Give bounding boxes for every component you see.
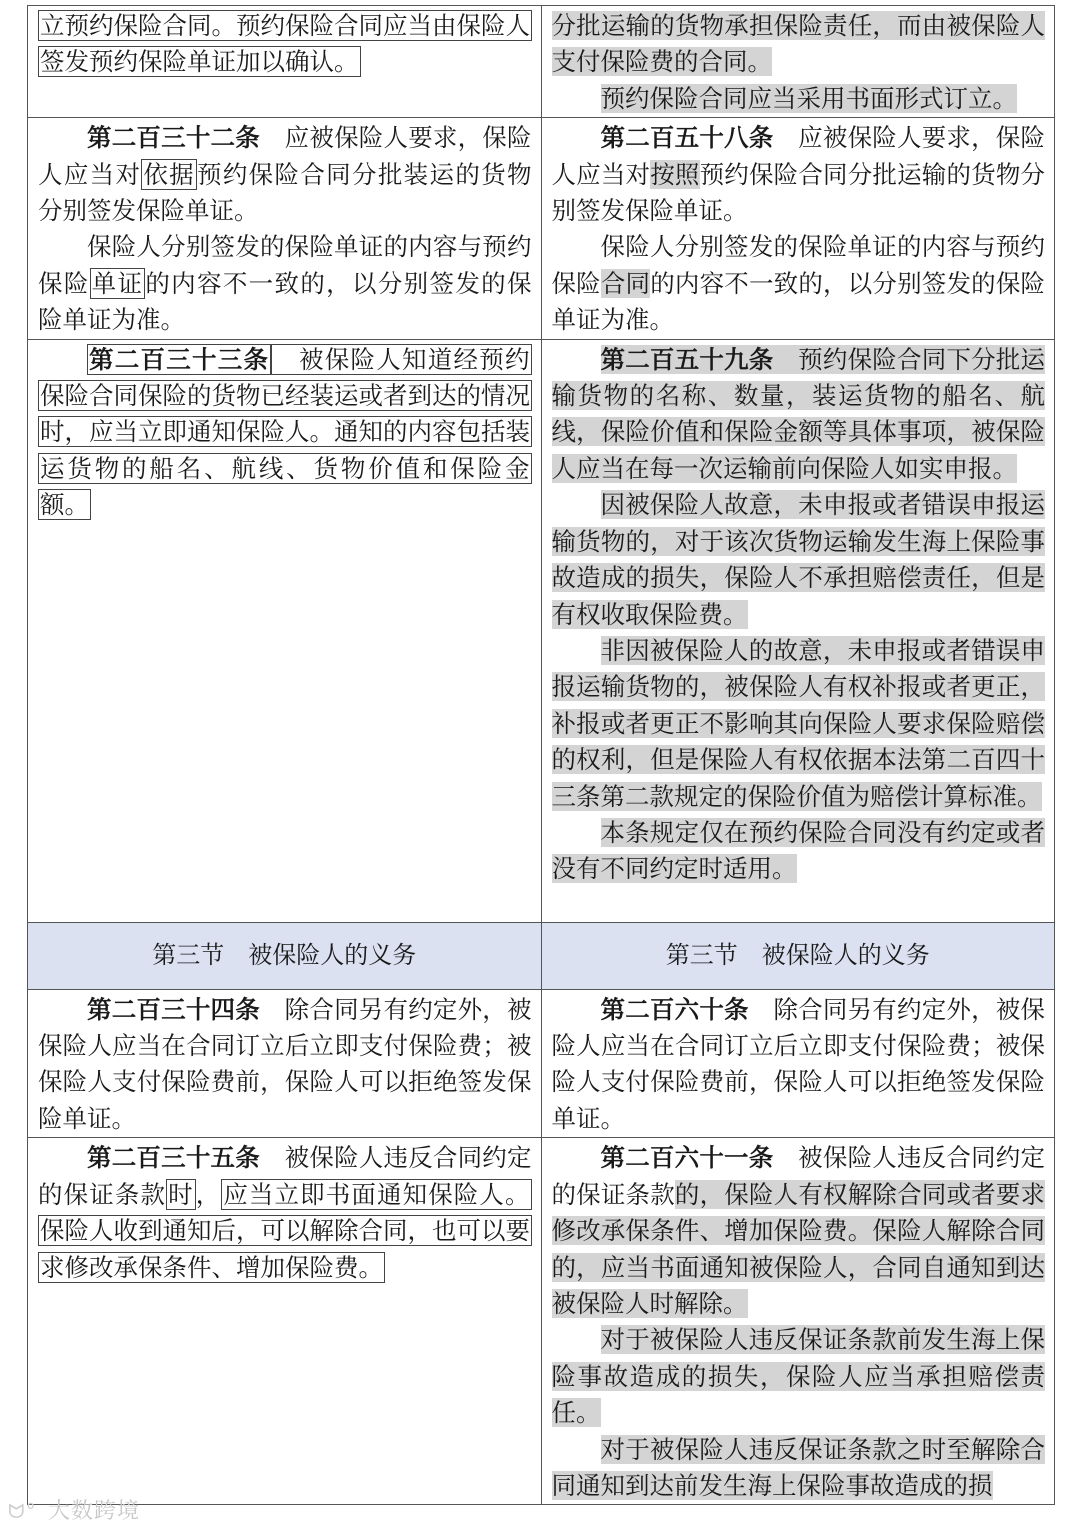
article-number: 第二百五十九条	[600, 344, 774, 374]
table-row	[28, 6, 1055, 118]
paragraph	[38, 992, 532, 1138]
paragraph	[552, 120, 1046, 229]
article-number: 第二百三十三条	[89, 344, 270, 374]
section-header-row	[28, 922, 1055, 989]
new-law-cell	[541, 339, 1055, 922]
new-law-cell	[541, 118, 1055, 339]
highlighted-text: 预约保险合同应当采用书面形式订立。	[600, 83, 1017, 113]
new-law-cell	[541, 1138, 1055, 1505]
old-law-cell	[28, 339, 542, 922]
table-row	[28, 118, 1055, 339]
article-number: 第二百六十条	[600, 994, 749, 1024]
highlighted-text: 对于被保险人违反保证条款前发生海上保险事故造成的损失，保险人应当承担赔偿责任。	[551, 1325, 1045, 1428]
paragraph	[38, 1140, 532, 1286]
boxed-text: 立预约保险合同。预约保险合同应当由保险人签发预约保险单证加以确认。	[40, 11, 530, 77]
text: 除合同另有约定外，被保险人应当在合同订立后立即支付保险费；被保险人支付保险费前，保险人可以拒绝签发保险单证。	[551, 994, 1046, 1133]
law-comparison-table	[27, 5, 1055, 1505]
article-number: 第二百五十八条	[600, 123, 774, 153]
paragraph	[552, 1322, 1046, 1431]
watermark-text: 大数跨境	[48, 1499, 141, 1524]
article-number: 第二百六十一条	[600, 1143, 774, 1173]
text: 被保险人违反合同约定的保证条款	[551, 1143, 1046, 1209]
text: 的内容不一致的，以分别签发的保险单证为准。	[38, 268, 532, 335]
boxed-text: 应当立即书面通知保险人。保险人收到通知后，可以解除合同，也可以要求修改承保条件、增加保险费。	[40, 1179, 530, 1282]
table-row	[28, 989, 1055, 1138]
highlighted-text: 预约保险合同下分批运输货物的名称、数量，装运货物的船名、航线，保险价值和保险金额等具体事项，被保险人应当在每一次运输前向保险人如实申报。	[551, 344, 1046, 483]
paragraph	[552, 342, 1046, 488]
paragraph	[552, 1140, 1046, 1322]
paragraph	[552, 1432, 1046, 1505]
watermark-logo-icon: ᗢ°	[8, 1499, 37, 1523]
text: 预约保险合同分批装运的货物分别签发保险单证。	[38, 159, 532, 226]
paragraph	[552, 229, 1046, 338]
article-number: 第二百三十五条	[87, 1143, 260, 1173]
paragraph	[552, 487, 1046, 633]
old-law-cell	[28, 989, 542, 1138]
paragraph	[38, 342, 532, 524]
paragraph	[38, 8, 532, 81]
highlighted-text: 本条规定仅在预约保险合同没有约定或者没有不同约定时适用。	[551, 817, 1045, 884]
text: 预约保险合同分批运输的货物分别签发保险单证。	[551, 159, 1046, 226]
watermark	[8, 1494, 140, 1525]
highlighted-text: 对于被保险人违反保证条款之时至解除合同通知到达前发生海上保险事故造成的损	[551, 1434, 1045, 1500]
text: 应被保险人要求，保险人应当对	[38, 123, 532, 189]
table-row	[28, 339, 1055, 922]
text: 保险人分别签发的保险单证的内容与预约保险	[551, 232, 1045, 298]
text: 应被保险人要求，保险人应当对	[551, 123, 1046, 189]
new-law-cell	[541, 6, 1055, 118]
paragraph	[552, 633, 1046, 815]
text: 除合同另有约定外，被保险人应当在合同订立后立即支付保险费；被保险人支付保险费前，保险人可以拒绝签发保险单证。	[38, 994, 532, 1133]
old-law-cell	[28, 1138, 542, 1505]
highlighted-text: 按照	[650, 159, 700, 189]
paragraph	[38, 229, 532, 338]
new-law-cell	[541, 989, 1055, 1138]
paragraph	[552, 815, 1046, 888]
article-number: 第二百三十二条	[87, 123, 260, 153]
old-law-cell	[28, 6, 542, 118]
highlighted-text: 合同	[600, 268, 651, 298]
text: 被保险人违反合同约定的保证条款	[38, 1143, 532, 1209]
text: 的内容不一致的，以分别签发的保险单证为准。	[551, 268, 1046, 335]
section-title: 第三节 被保险人的义务	[28, 922, 542, 989]
table-row	[28, 1138, 1055, 1505]
old-law-cell	[28, 118, 542, 339]
paragraph	[552, 992, 1046, 1138]
paragraph	[38, 120, 532, 229]
boxed-text: 被保险人知道经预约保险合同保险的货物已经装运或者到达的情况时，应当立即通知保险人。通知的内容包括装运货物的船名、航线、货物价值和保险金额。	[40, 344, 530, 520]
boxed-text: 依据	[143, 159, 196, 189]
text: ，	[195, 1179, 222, 1209]
paragraph	[552, 8, 1046, 81]
highlighted-text: 非因被保险人的故意，未申报或者错误申报运输货物的，被保险人有权补报或者更正，补报或者更正不影响其向保险人要求保险赔偿的权利，但是保险人有权依据本法第二百四十三条第二款规定的保险价值为赔偿计算标准。	[551, 635, 1045, 811]
article-number: 第二百三十四条	[87, 994, 260, 1024]
boxed-text: 时	[168, 1179, 194, 1209]
highlighted-text: 分批运输的货物承担保险责任，而由被保险人支付保险费的合同。	[551, 11, 1045, 77]
section-title: 第三节 被保险人的义务	[541, 922, 1055, 989]
highlighted-text: 的，保险人有权解除合同或者要求修改承保条件、增加保险费。保险人解除合同的，应当书面通知被保险人，合同自通知到达被保险人时解除。	[551, 1179, 1045, 1318]
highlighted-text: 因被保险人故意，未申报或者错误申报运输货物的，对于该次货物运输发生海上保险事故造成的损失，保险人不承担赔偿责任，但是有权收取保险费。	[551, 490, 1045, 629]
boxed-text: 单证	[91, 268, 144, 298]
paragraph	[552, 81, 1046, 117]
text: 保险人分别签发的保险单证的内容与预约保险	[38, 232, 532, 298]
